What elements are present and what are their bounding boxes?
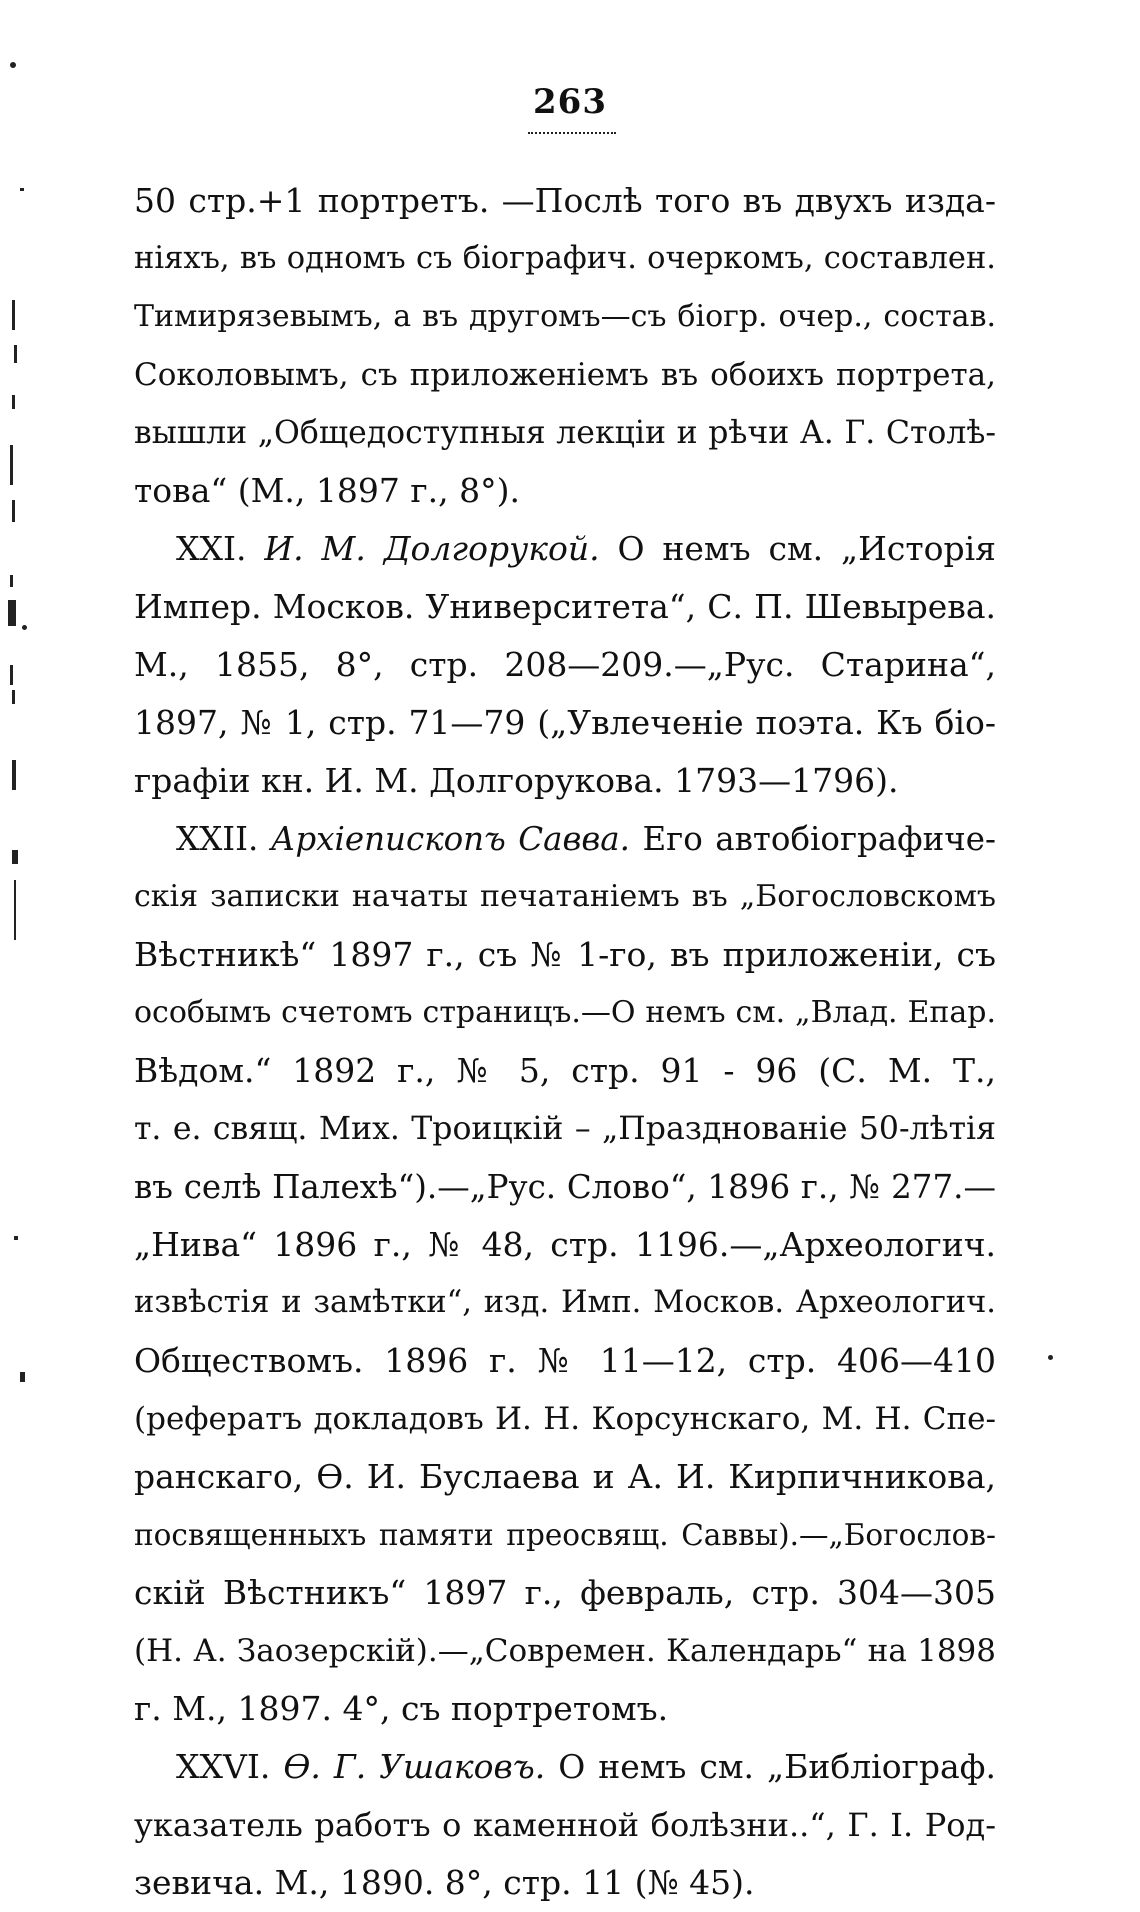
entry-name: Ѳ. Г. Ушаковъ. [283,1747,546,1786]
text-line: Соколовымъ, съ приложеніемъ въ обоихъ портрета, [134,357,996,393]
text-line: Обществомъ. 1896 г. № 11—12, стр. 406—410 [134,1341,996,1380]
text-line: 1897, № 1, стр. 71—79 („Увлеченіе поэта. Къ біо- [134,703,996,742]
entry-text: Его автобіографиче- [642,820,996,858]
entry-text: О немъ см. „Библіограф. [558,1747,996,1786]
text-line: „Нива“ 1896 г., № 48, стр. 1196.—„Археологич. [134,1225,996,1264]
entry-name: И. М. Долгорукой. [264,529,600,568]
text-line: т. е. свящ. Мих. Троицкій – „Празднованіе 50-лѣтія [134,1111,996,1147]
entry-text: О немъ см. „Исторія [617,529,996,568]
text-line: 50 стр.+1 портретъ. —Послѣ того въ двухъ изда- [134,181,996,220]
text-line: Вѣстникѣ“ 1897 г., съ № 1-го, въ приложеніи, съ [134,935,996,974]
text-line: графіи кн. И. М. Долгорукова. 1793—1796). [134,761,899,800]
text-line: ранскаго, Ѳ. И. Буслаева и А. И. Кирпичникова, [134,1457,996,1496]
page-number-rule [528,132,616,134]
text-line: г. М., 1897. 4°, съ портретомъ. [134,1689,669,1728]
text-line-heading [134,1738,996,1796]
text-line-heading [134,810,996,868]
entry-numeral: XXI. [176,529,247,568]
text-line: извѣстія и замѣтки“, изд. Имп. Москов. Археологич. [134,1285,996,1320]
text-line: ніяхъ, въ одномъ съ біографич. очеркомъ, составлен. [134,241,996,276]
body-text [134,172,996,1912]
text-line: вышли „Общедоступныя лекціи и рѣчи А. Г. Столѣ- [134,415,996,451]
entry-numeral: XXII. [176,820,259,858]
paragraph-xxi [134,520,996,810]
text-line: Импер. Москов. Университета“, С. П. Шевырева. [134,587,996,626]
text-line: указатель работъ о каменной болѣзни..“, Г. І. Род- [134,1806,996,1844]
text-line: (рефератъ докладовъ И. Н. Корсунскаго, М. Н. Спе- [134,1401,996,1437]
entry-numeral: XXVI. [176,1747,271,1786]
text-line: въ селѣ Палехѣ“).—„Рус. Слово“, 1896 г., № 277.— [134,1168,996,1206]
page-number: 263 [533,82,607,122]
text-line: това“ (М., 1897 г., 8°). [134,471,520,510]
entry-name: Архіепископъ Савва. [270,820,630,858]
text-line-heading [134,520,996,578]
text-line: скій Вѣстникъ“ 1897 г., февраль, стр. 304—305 [134,1573,996,1612]
text-line: Вѣдом.“ 1892 г., № 5, стр. 91 - 96 (С. М. Т., [134,1051,996,1090]
text-line: посвященныхъ памяти преосвящ. Саввы).—„Богослов- [134,1518,996,1552]
margin-scan-marks [0,0,60,1616]
text-line: (Н. А. Заозерскій).—„Современ. Календарь“ на 1898 [134,1633,996,1669]
paragraph-xxvi [134,1738,996,1912]
paragraph-continuation [134,172,996,520]
text-line: особымъ счетомъ страницъ.—О немъ см. „Влад. Епар. [134,995,996,1030]
paragraph-xxii [134,810,996,1738]
text-line: Тимирязевымъ, а въ другомъ—съ біогр. очер., состав. [134,299,996,334]
text-line: скія записки начаты печатаніемъ въ „Богословскомъ [134,879,996,914]
text-line: М., 1855, 8°, стр. 208—209.—„Рус. Старина“, [134,645,996,684]
text-line: зевича. М., 1890. 8°, стр. 11 (№ 45). [134,1863,755,1902]
